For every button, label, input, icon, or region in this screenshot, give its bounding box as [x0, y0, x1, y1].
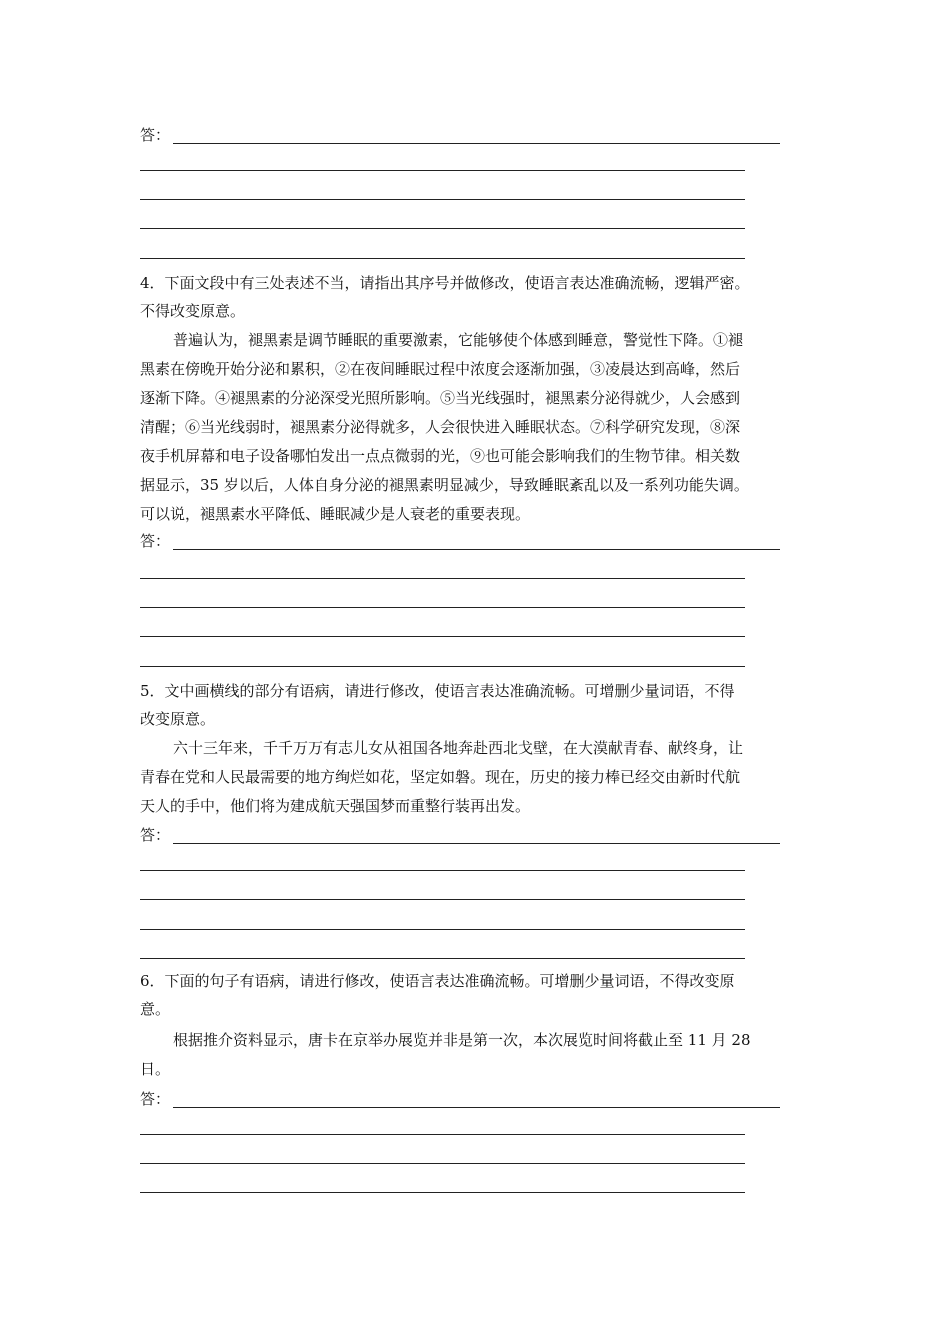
question-5-passage-line: 天人的手中，他们将为建成航天强国梦而重整行装再出发。	[140, 797, 531, 815]
answer-line[interactable]	[140, 870, 745, 871]
answer-underline	[173, 843, 780, 844]
answer-first-line[interactable]	[140, 824, 780, 846]
question-6-prompt-line-1: 6．下面的句子有语病，请进行修改，使语言表达准确流畅。可增删少量词语，不得改变原	[140, 972, 735, 990]
question-4-passage-line: 清醒；⑥当光线弱时，褪黑素分泌得就多，人会很快进入睡眠状态。⑦科学研究发现，⑧深	[140, 418, 741, 436]
question-4-prompt-line-2: 不得改变原意。	[140, 302, 246, 320]
question-4-passage-line: 黑素在傍晚开始分泌和累积，②在夜间睡眠过程中浓度会逐渐加强，③凌晨达到高峰，然后	[140, 360, 741, 378]
question-5-prompt-line-2: 改变原意。	[140, 710, 216, 728]
answer-line[interactable]	[140, 929, 745, 930]
question-4-passage-line: 逐渐下降。④褪黑素的分泌深受光照所影响。⑤当光线强时，褪黑素分泌得就少，人会感到	[140, 389, 741, 407]
answer-underline	[173, 549, 780, 550]
answer-line[interactable]	[140, 1163, 745, 1164]
answer-line[interactable]	[140, 258, 745, 259]
answer-line[interactable]	[140, 199, 745, 200]
answer-line[interactable]	[140, 958, 745, 959]
answer-line[interactable]	[140, 578, 745, 579]
question-4-passage-line: 普遍认为，褪黑素是调节睡眠的重要激素，它能够使个体感到睡意，警觉性下降。①褪	[173, 331, 744, 349]
answer-label: 答：	[140, 126, 171, 144]
answer-line[interactable]	[140, 1192, 745, 1193]
answer-first-line[interactable]	[140, 1088, 780, 1110]
answer-line[interactable]	[140, 899, 745, 900]
answer-first-line[interactable]	[140, 530, 780, 552]
question-5-prompt-line-1: 5．文中画横线的部分有语病，请进行修改，使语言表达准确流畅。可增删少量词语，不得	[140, 682, 735, 700]
answer-underline	[173, 143, 780, 144]
answer-label: 答：	[140, 1090, 171, 1108]
question-6-passage-line: 日。	[140, 1060, 171, 1078]
answer-label: 答：	[140, 826, 171, 844]
question-5-passage-line: 六十三年来，千千万万有志儿女从祖国各地奔赴西北戈壁，在大漠献青春、献终身，让	[173, 739, 744, 757]
answer-first-line[interactable]	[140, 124, 780, 146]
question-6-prompt-line-2: 意。	[140, 1000, 171, 1018]
answer-line[interactable]	[140, 636, 745, 637]
question-4-passage-line: 据显示，35 岁以后，人体自身分泌的褪黑素明显减少，导致睡眠紊乱以及一系列功能失调。	[140, 476, 749, 494]
answer-line[interactable]	[140, 170, 745, 171]
answer-line[interactable]	[140, 666, 745, 667]
answer-underline	[173, 1107, 780, 1108]
question-6-passage-line: 根据推介资料显示，唐卡在京举办展览并非是第一次，本次展览时间将截止至 11 月 28	[173, 1031, 751, 1049]
question-4-passage-line: 可以说，褪黑素水平降低、睡眠减少是人衰老的重要表现。	[140, 505, 531, 523]
question-4-prompt-line-1: 4．下面文段中有三处表述不当，请指出其序号并做修改，使语言表达准确流畅，逻辑严密。	[140, 274, 750, 292]
question-5-passage-line: 青春在党和人民最需要的地方绚烂如花，坚定如磐。现在，历史的接力棒已经交由新时代航	[140, 768, 741, 786]
question-4-passage-line: 夜手机屏幕和电子设备哪怕发出一点点微弱的光，⑨也可能会影响我们的生物节律。相关数	[140, 447, 741, 465]
answer-line[interactable]	[140, 607, 745, 608]
answer-line[interactable]	[140, 1134, 745, 1135]
answer-line[interactable]	[140, 228, 745, 229]
answer-label: 答：	[140, 532, 171, 550]
